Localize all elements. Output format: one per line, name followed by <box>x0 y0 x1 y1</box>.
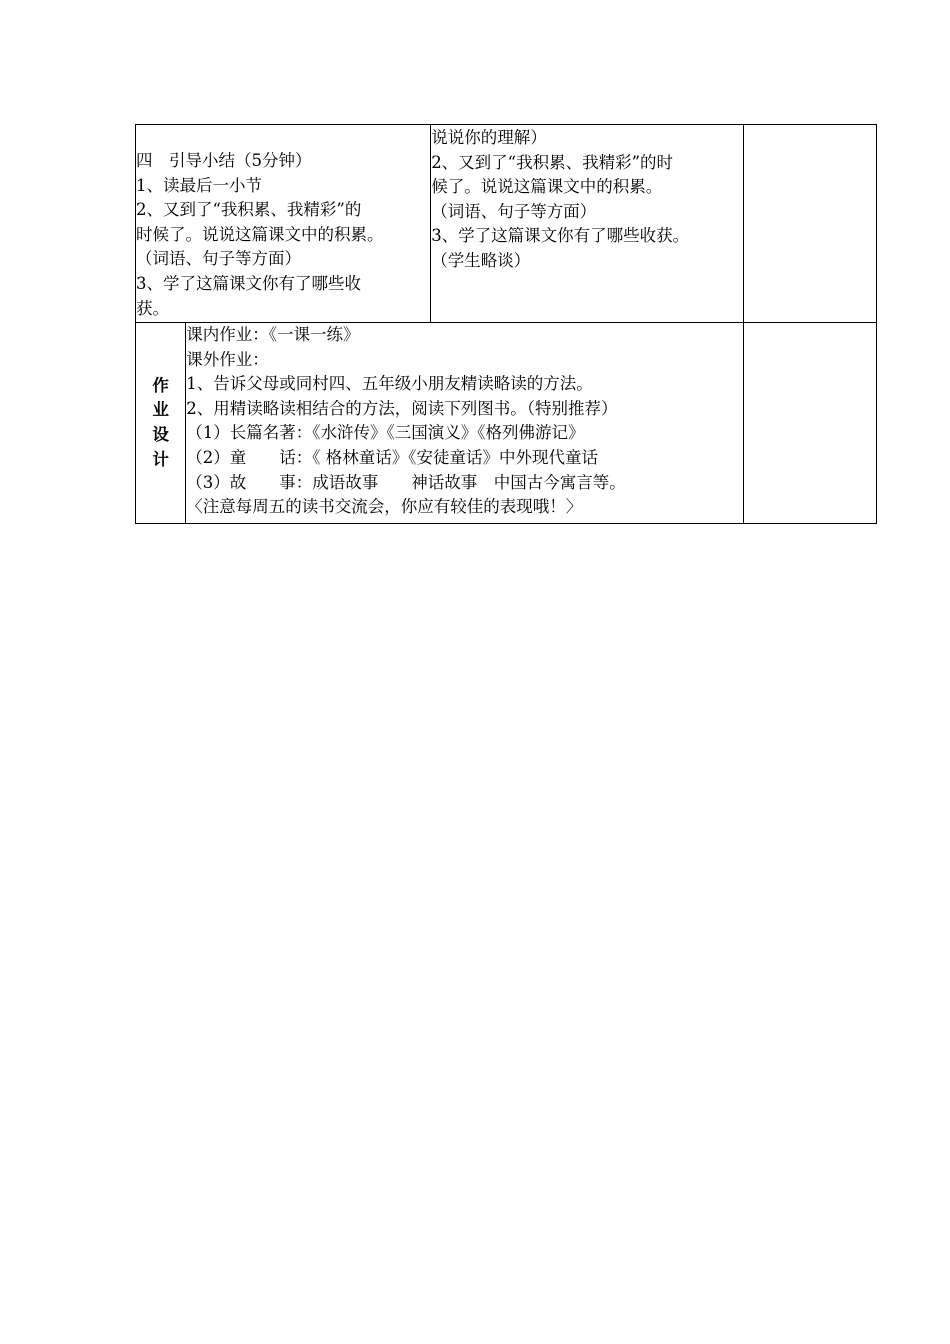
homework-line: 课外作业： <box>186 349 269 369</box>
stage-line: 获。 <box>136 298 169 318</box>
homework-label-char: 业 <box>152 400 169 420</box>
homework-line: （1）长篇名著：《水浒传》《三国演义》《格列佛游记》 <box>186 423 585 443</box>
response-line: （词语、句子等方面） <box>431 201 597 221</box>
stage-line: 3、学了这篇课文你有了哪些收 <box>136 273 361 293</box>
homework-line: （2）童 话：《 格林童话》《安徒童话》中外现代童话 <box>186 447 598 467</box>
homework-line: 2、用精读略读相结合的方法，阅读下列图书。（特别推荐） <box>186 398 618 418</box>
lesson-plan-table <box>135 124 877 524</box>
response-line: （学生略谈） <box>431 250 531 270</box>
homework-line: （3）故 事：成语故事 神话故事 中国古今寓言等。 <box>186 472 626 492</box>
homework-label-char: 计 <box>152 449 169 469</box>
student-activity-cell <box>431 125 744 323</box>
notes-cell <box>744 323 877 524</box>
homework-label-char: 设 <box>152 425 169 444</box>
homework-line: 课内作业：《一课一练》 <box>186 325 360 344</box>
homework-label-char: 作 <box>152 375 169 395</box>
stage-heading: 四 引导小结（5分钟） <box>136 151 312 170</box>
homework-label-cell <box>136 323 186 524</box>
response-line: 3、学了这篇课文你有了哪些收获。 <box>431 226 690 246</box>
notes-cell <box>744 125 877 323</box>
response-line: 说说你的理解） <box>431 128 547 147</box>
stage-line: 时候了。说说这篇课文中的积累。 <box>136 224 384 244</box>
table-row-homework <box>136 323 877 524</box>
teaching-process-cell <box>136 125 431 323</box>
homework-content-cell <box>186 323 744 524</box>
homework-line: 1、告诉父母或同村四、五年级小朋友精读略读的方法。 <box>186 374 593 394</box>
response-line: 候了。说说这篇课文中的积累。 <box>431 177 663 197</box>
table-row-summary <box>136 125 877 323</box>
stage-line: 2、又到了“我积累、我精彩”的 <box>136 200 362 220</box>
stage-line: （词语、句子等方面） <box>136 249 301 269</box>
stage-line: 1、读最后一小节 <box>136 175 262 195</box>
response-line: 2、又到了“我积累、我精彩”的时 <box>431 152 674 172</box>
homework-line: 〈注意每周五的读书交流会，你应有较佳的表现哦！〉 <box>186 497 583 517</box>
